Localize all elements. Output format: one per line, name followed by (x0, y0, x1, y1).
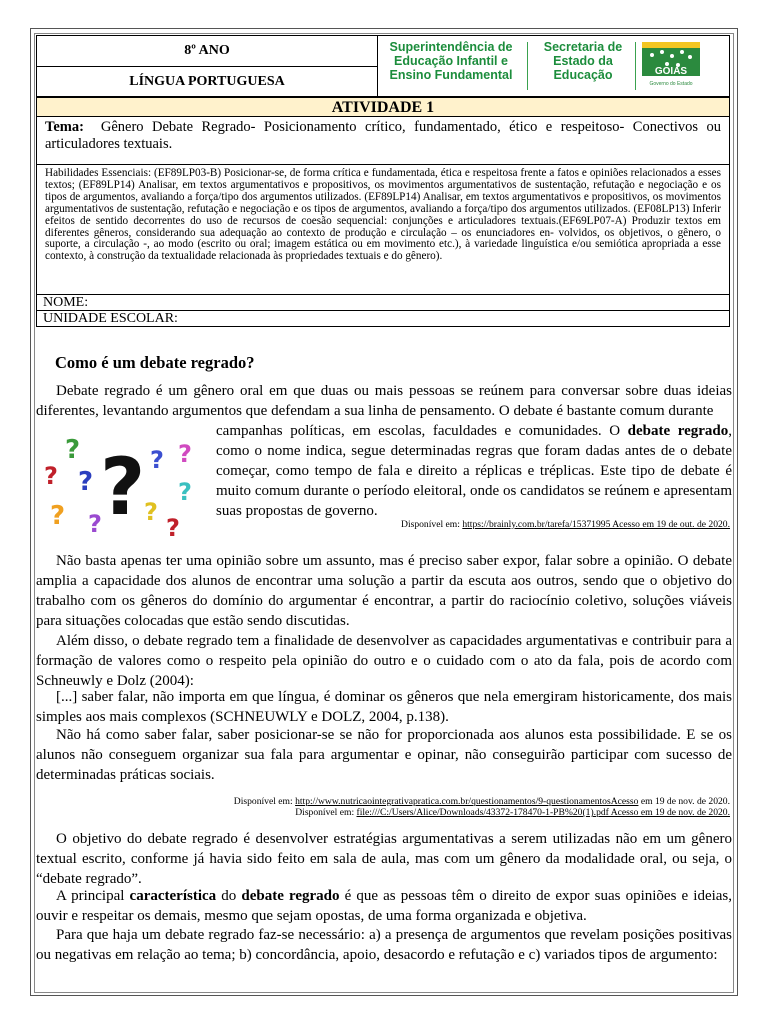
svg-text:?: ? (50, 501, 66, 531)
source-2 (234, 796, 730, 807)
habilidades-box: Habilidades Essenciais: (EF89LP03-B) Posicionar-se, de forma crítica e fundamentada, ética e respeitosa frente a fatos e opiniões relacionados a esses textos; (EF89LP14) Analisar, em textos argumentativos e propositivos, os movimentos argumentativos de sustentação, refutação e negociação e os tipos de argumentos, avaliando a força/tipo dos argumentos utilizados. (EF89LP14) Analisar, em textos argumentativos e propositivos, os movimentos argumentativos de sustentação, refutação e negociação e os tipos de argumentos, avaliando a força/tipo dos argumentos utilizados. (EF08LP13) Inferir efeitos de sentido decorrentes do uso de recursos de coesão sequencial: conjunções e articuladores textuais.(EF69LP07-A) Produzir textos em diferentes gêneros, considerando sua adequação ao contexto de produção e circulação – os enunciadores en- volvidos, os objetivos, o gênero, o suporte, a circulação -, ao modo (escrito ou oral; imagem estática ou em movimento etc.), à variedade linguística e/ou semiótica apropriada a esse contexto, à construção da textualidade relacionada às propriedades textuais e do gênero). (36, 165, 730, 295)
source-1-pre: Disponível em: (401, 519, 463, 530)
question-marks-image (40, 432, 208, 542)
source-1 (401, 519, 730, 530)
paragraph-5: Não há como saber falar, saber posicionar-se se não for proporcionada aos alunos esta possibilidade. E se os alunos não conseguem organizar sua fala para argumentar e opinar, não conseguirão participar com sucesso de determinadas práticas sociais. (36, 727, 732, 783)
unidade-escolar-field[interactable]: UNIDADE ESCOLAR: (36, 311, 730, 327)
logo1-line: Superintendência de (389, 40, 513, 54)
source-3 (295, 807, 730, 818)
p7-bold-2: debate regrado (241, 888, 340, 904)
subject-label: LÍNGUA PORTUGUESA (129, 74, 285, 89)
source-2-pre: Disponível em: (233, 796, 296, 807)
svg-text:?: ? (88, 510, 102, 538)
logo-divider (635, 42, 636, 90)
paragraph-6: O objetivo do debate regrado é desenvolver estratégias argumentativas a serem utilizadas não em um gênero textual escrito, conforme já havia sido feito em sala de aula, mas com um gênero da modalidade oral, ou seja, o “debate regrado”. (36, 831, 732, 887)
logo1-line: Ensino Fundamental (389, 68, 513, 82)
paragraph-4-quote: [...] saber falar, não importa em que língua, é dominar os gêneros que nela emergiram historicamente, dos mais simples aos mais complexos (SCHNEUWLY e DOLZ, 2004, p.138). (36, 689, 732, 725)
logo2-line: Estado da (553, 54, 613, 68)
tema-text: Gênero Debate Regrado- Posicionamento crítico, fundamentado, ético e respeitoso- Conectivos ou articuladores textuais. (45, 119, 721, 152)
svg-text:?: ? (44, 462, 58, 490)
source-2-link[interactable]: http://www.nutricaointegrativapratica.com.br/questionamentos/9-questionamentosAcesso (295, 796, 639, 807)
p7-bold-1: característica (129, 888, 217, 904)
tema-box (36, 117, 730, 165)
p7-post: é que as pessoas têm o direito de expor suas opiniões e ideias, ouvir e respeitar os demais, mesmo que sejam opostas, de uma forma organizada e objetiva. (36, 888, 733, 924)
source-3-link[interactable]: file:///C:/Users/Alice/Downloads/43372-178470-1-PB%20(1).pdf Acesso em 19 de nov. de 2020. (356, 807, 730, 818)
goias-state-logo-icon (640, 40, 702, 90)
p7-pre: A principal (56, 888, 130, 904)
superintendencia-logo (382, 40, 520, 82)
tema-label: Tema: (45, 119, 84, 135)
logo1-line: Educação Infantil e (394, 54, 508, 68)
svg-text:?: ? (78, 467, 94, 497)
source-1-link[interactable]: https://brainly.com.br/tarefa/15371995 Acesso em 19 de out. de 2020. (462, 519, 730, 530)
paragraph-1-continued (216, 421, 732, 521)
svg-text:?: ? (144, 498, 158, 526)
header-left (37, 36, 378, 96)
paragraph-2: Não basta apenas ter uma opinião sobre um assunto, mas é preciso saber expor, falar sobre a opinião. O debate amplia a capacidade dos alunos de encontrar uma solução a partir da escuta aos outros, sendo que o objetivo do trabalho com os gêneros do domínio do argumentar é encontrar, a partir do raciocínio coletivo, soluções viáveis para situações colocadas que estão sendo discutidas. (36, 553, 732, 629)
nome-field[interactable]: NOME: (36, 295, 730, 311)
svg-text:?: ? (166, 514, 180, 542)
goias-logo-small: Governo do Estado (649, 81, 693, 87)
header-table (36, 35, 730, 97)
svg-text:?: ? (65, 435, 81, 465)
secretaria-logo (535, 40, 631, 82)
activity-title: ATIVIDADE 1 (36, 97, 730, 117)
goias-logo-text: GOIÁS (654, 66, 688, 77)
paragraph-8: Para que haja um debate regrado faz-se necessário: a) a presença de argumentos que revelam posições positivas ou negativas em relação ao tema; b) concordância, apoio, desacordo e refutação e c) variados tipos de argumento: (36, 927, 732, 963)
logo-divider (527, 42, 528, 90)
p1b-pre: campanhas políticas, em escolas, faculdades e comunidades. O (216, 423, 628, 439)
paragraph-1: Debate regrado é um gênero oral em que duas ou mais pessoas se reúnem para conversar sobre duas ideias diferentes, levantando argumentos que defendam a sua linha de pensamento. O debate é bastante comum durante (36, 383, 732, 419)
logo2-line: Secretaria de (543, 40, 623, 54)
svg-text:?: ? (178, 478, 192, 506)
svg-text:?: ? (150, 446, 164, 474)
paragraph-7 (36, 886, 732, 926)
p1b-bold: debate regrado (627, 423, 729, 439)
section-heading: Como é um debate regrado? (55, 353, 255, 372)
logo2-line: Educação (553, 68, 613, 82)
p7-mid: do (216, 888, 242, 904)
p1b-post: , como o nome indica, segue determinadas regras que foram dadas antes de o debate começar, como tempo de fala e direito a réplicas e tréplicas. Este tipo de debate é muito comum durante o período eleitoral, onde os candidatos se reúnem e apresentam suas propostas de governo. (216, 423, 732, 519)
svg-text:?: ? (100, 443, 146, 533)
source-3-pre: Disponível em: (295, 807, 357, 818)
svg-text:?: ? (178, 440, 192, 468)
source-2-post: em 19 de nov. de 2020. (638, 796, 730, 807)
grade-label: 8º ANO (37, 36, 377, 67)
paragraph-3: Além disso, o debate regrado tem a finalidade de desenvolver as capacidades argumentativas e contribuir para a formação de valores como o respeito pela opinião do outro e o cuidado com o ato da fala, pois de acordo com Schneuwly e Dolz (2004): (36, 633, 732, 689)
